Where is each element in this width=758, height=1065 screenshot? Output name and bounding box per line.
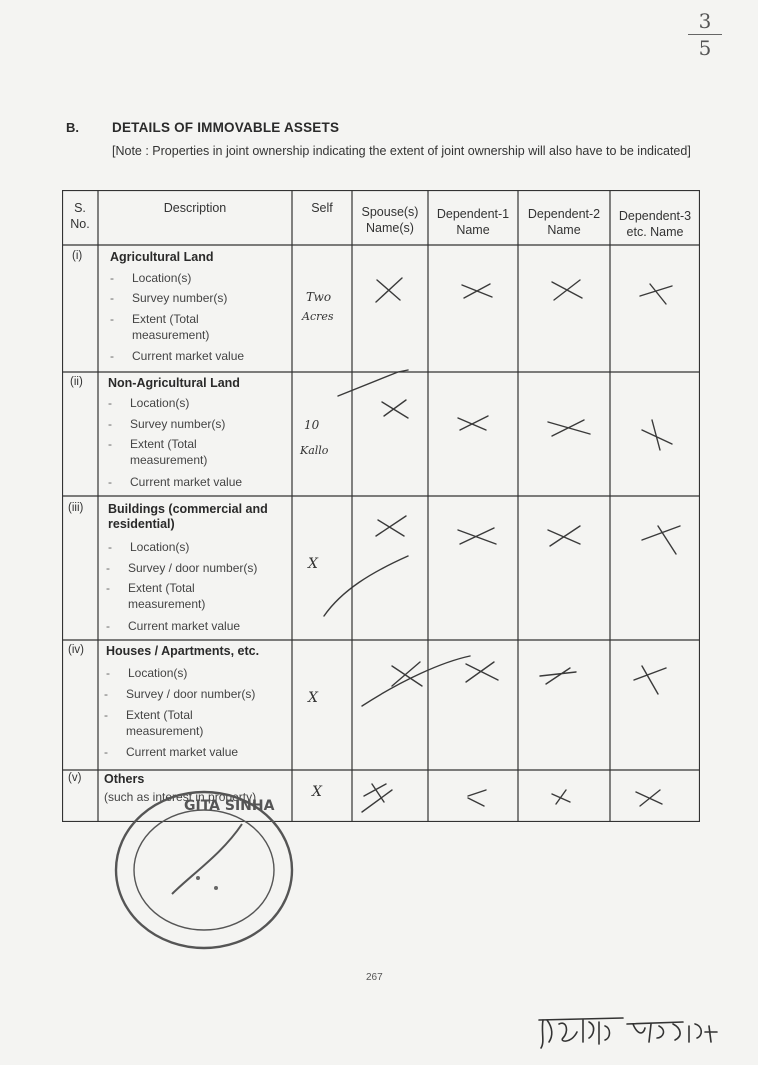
row-ii-self-value-1: 10 xyxy=(304,418,320,432)
page-number: 267 xyxy=(366,972,383,983)
official-stamp xyxy=(112,784,302,954)
row-iv-item-2: - Survey / door number(s) xyxy=(126,686,255,702)
row-i-item-2: - Survey number(s) xyxy=(132,290,227,306)
row-ii-sno: (ii) xyxy=(70,376,83,388)
row-iv-item-3: - Extent (Total measurement) xyxy=(126,707,266,739)
row-ii-item-4: - Current market value xyxy=(130,474,242,490)
cross-mark xyxy=(376,516,406,536)
cross-mark xyxy=(540,668,576,684)
header-dependent-1: Dependent-1 Name xyxy=(436,207,510,237)
row-v-title: Others xyxy=(104,772,145,786)
row-ii-item-1: - Location(s) xyxy=(130,395,189,411)
header-dependent-2: Dependent-2 Name xyxy=(527,207,601,237)
row-i-self-value-1: Two xyxy=(306,290,332,304)
cross-mark xyxy=(462,284,492,298)
row-i-self-value-2: Acres xyxy=(302,310,334,323)
cross-mark xyxy=(642,526,680,554)
row-iv-item-1: - Location(s) xyxy=(128,665,187,681)
cross-mark xyxy=(636,790,662,806)
page-mark-bottom: 5 xyxy=(698,36,712,60)
cross-mark xyxy=(548,526,580,546)
row-i-title: Agricultural Land xyxy=(110,250,214,264)
row-iii-item-2: - Survey / door number(s) xyxy=(128,560,257,576)
cross-mark xyxy=(466,662,498,682)
strike-line xyxy=(324,556,408,616)
handwritten-signature xyxy=(533,1002,723,1052)
header-sno: S. No. xyxy=(70,201,90,231)
cross-mark xyxy=(362,784,392,812)
cross-mark xyxy=(552,790,570,804)
cross-mark xyxy=(392,662,422,686)
row-v-self-value: X xyxy=(312,784,322,800)
row-ii-item-3: - Extent (Total measurement) xyxy=(130,436,270,468)
cross-mark xyxy=(634,666,666,694)
page-mark xyxy=(688,8,722,61)
assets-table xyxy=(62,190,700,822)
row-i-item-3: - Extent (Total measurement) xyxy=(132,311,272,343)
row-v-subtitle: (such as interest in property) xyxy=(104,790,257,804)
cross-mark xyxy=(376,278,402,302)
row-iii-title: Buildings (commercial and residential) xyxy=(108,502,268,531)
strike-line xyxy=(362,656,470,706)
header-spouse: Spouse(s) Name(s) xyxy=(361,205,419,235)
row-iv-self-value: X xyxy=(308,690,318,706)
handwritten-marks xyxy=(62,190,700,822)
row-i-item-4: - Current market value xyxy=(132,348,244,364)
row-iii-item-3: - Extent (Total measurement) xyxy=(128,580,268,612)
cross-mark xyxy=(642,420,672,450)
page-mark-top: 3 xyxy=(698,9,712,33)
row-iii-item-4: - Current market value xyxy=(128,618,240,634)
row-i-sno: (i) xyxy=(72,250,83,262)
row-iv-title: Houses / Apartments, etc. xyxy=(106,644,260,658)
strike-line xyxy=(338,370,408,396)
row-iii-sno: (iii) xyxy=(68,502,84,514)
row-v-sno: (v) xyxy=(68,772,82,784)
cross-mark xyxy=(468,790,486,806)
row-i-item-1: - Location(s) xyxy=(132,270,191,286)
row-ii-title: Non-Agricultural Land xyxy=(108,376,240,390)
stamp-text: GITA SINHA xyxy=(184,798,275,814)
cross-mark xyxy=(548,420,590,436)
row-ii-self-value-2: Kallo xyxy=(300,444,329,457)
section-letter: B. xyxy=(66,120,79,135)
cross-mark xyxy=(382,400,408,418)
cross-mark xyxy=(640,284,672,304)
row-iv-item-4: - Current market value xyxy=(126,744,238,760)
header-description: Description xyxy=(163,201,227,215)
row-ii-item-2: - Survey number(s) xyxy=(130,416,225,432)
row-iii-item-1: - Location(s) xyxy=(130,539,189,555)
row-iii-self-value: X xyxy=(308,556,318,572)
section-title: DETAILS OF IMMOVABLE ASSETS xyxy=(112,120,340,135)
page-mark-divider xyxy=(688,34,722,35)
cross-mark xyxy=(458,416,488,430)
cross-mark xyxy=(552,280,582,300)
header-self: Self xyxy=(311,201,333,215)
cross-mark xyxy=(458,528,496,544)
header-dependent-3: Dependent-3 etc. Name xyxy=(618,209,692,239)
row-iv-sno: (iv) xyxy=(68,644,84,656)
section-note: [Note : Properties in joint ownership indicating the extent of joint ownership will also have to be indicated] xyxy=(112,144,691,158)
